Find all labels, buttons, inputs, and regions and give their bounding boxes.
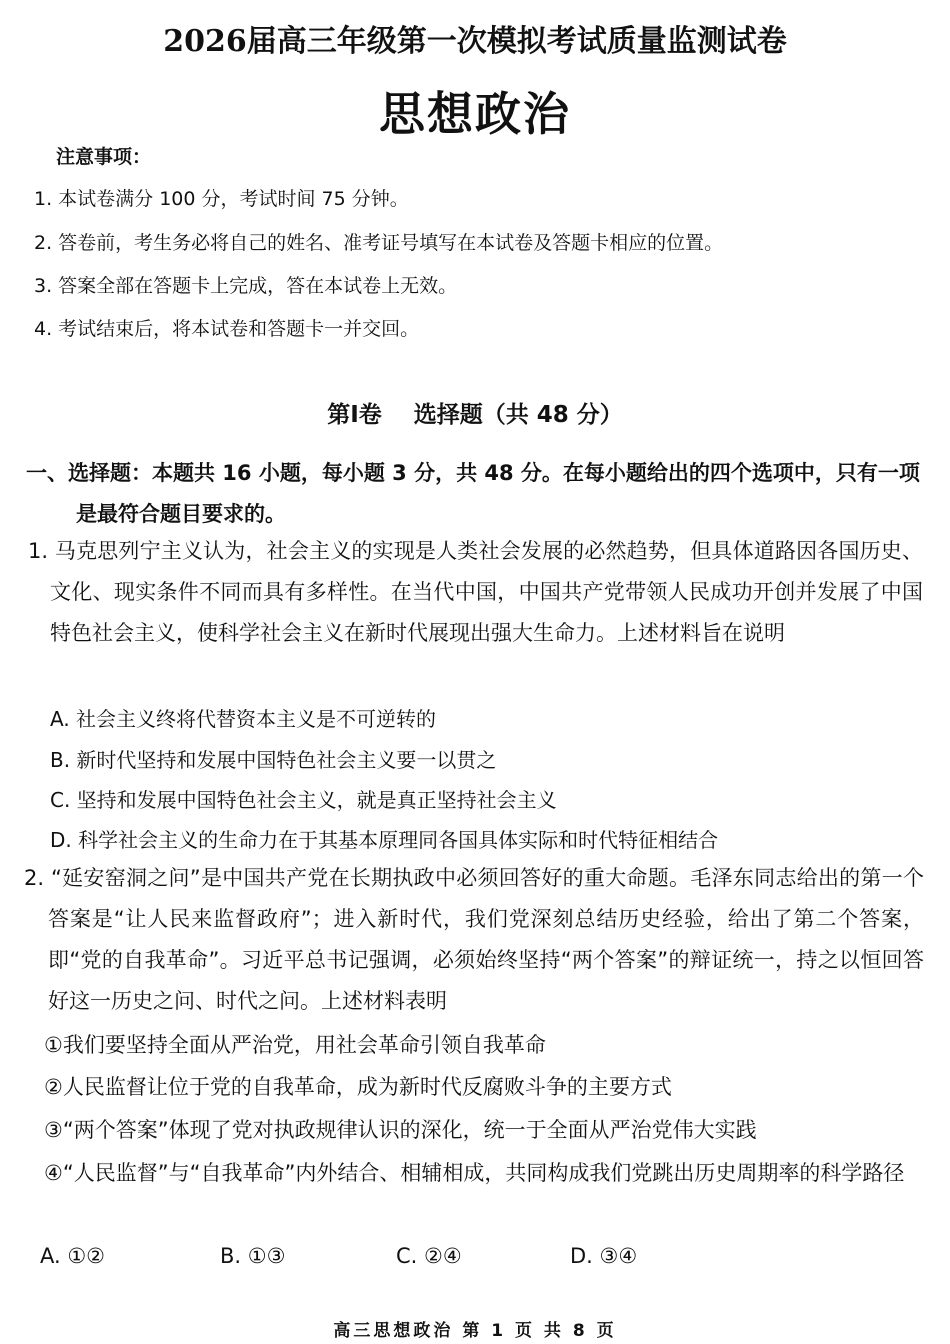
notice-heading: 注意事项：: [56, 146, 152, 168]
question-1-stem: 1. 马克思列宁主义认为，社会主义的实现是人类社会发展的必然趋势，但具体道路因各国历史、文化、现实条件不同而具有多样性。在当代中国，中国共产党带领人民成功开创并发展了中国特色社会主义，使科学社会主义在新时代展现出强大生命力。上述材料旨在说明: [28, 539, 923, 645]
question-2-answer-c: C. ②④: [396, 1244, 462, 1268]
question-2-statement-2: ②人民监督让位于党的自我革命，成为新时代反腐败斗争的主要方式: [44, 1075, 672, 1099]
notice-item: 3. 答案全部在答题卡上完成，答在本试卷上无效。: [34, 275, 458, 297]
question-2-statement-3: ③“两个答案”体现了党对执政规律认识的深化，统一于全面从严治党伟大实践: [44, 1118, 757, 1142]
subject-title: 思想政治: [379, 87, 571, 141]
question-2-stem: 2. “延安窑洞之问”是中国共产党在长期执政中必须回答好的重大命题。毛泽东同志给出的第一个答案是“让人民来监督政府”；进入新时代，我们党深刻总结历史经验，给出了第二个答案，即“党的自我革命”。习近平总书记强调，必须始终坚持“两个答案”的辩证统一，持之以恒回答好这一历史之问、时代之问。上述材料表明: [24, 866, 924, 1013]
question-1-option-c: C. 坚持和发展中国特色社会主义，就是真正坚持社会主义: [50, 788, 557, 812]
notice-item: 2. 答卷前，考生务必将自己的姓名、准考证号填写在本试卷及答题卡相应的位置。: [34, 232, 724, 254]
question-2-answer-b: B. ①③: [220, 1244, 286, 1268]
question-1-option-a: A. 社会主义终将代替资本主义是不可逆转的: [50, 707, 437, 731]
question-2-statement-4: ④“人民监督”与“自我革命”内外结合、相辅相成，共同构成我们党跳出历史周期率的科学路径: [44, 1161, 905, 1185]
notice-item: 4. 考试结束后，将本试卷和答题卡一并交回。: [34, 318, 420, 340]
exam-title: 2026届高三年级第一次模拟考试质量监测试卷: [163, 24, 787, 59]
notice-item: 1. 本试卷满分 100 分，考试时间 75 分钟。: [34, 188, 409, 210]
section-title: 第Ⅰ卷 选择题（共 48 分）: [327, 402, 623, 428]
page-footer: 高三思想政治 第 1 页 共 8 页: [333, 1321, 617, 1341]
question-2-statement-1: ①我们要坚持全面从严治党，用社会革命引领自我革命: [44, 1033, 546, 1057]
section-instruction: 一、选择题：本题共 16 小题，每小题 3 分，共 48 分。在每小题给出的四个选项中，只有一项是最符合题目要求的。: [26, 461, 920, 526]
question-2-answer-d: D. ③④: [570, 1244, 638, 1268]
question-2-answer-a: A. ①②: [40, 1244, 105, 1268]
question-1-option-d: D. 科学社会主义的生命力在于其基本原理同各国具体实际和时代特征相结合: [50, 828, 719, 852]
question-1-option-b: B. 新时代坚持和发展中国特色社会主义要一以贯之: [50, 748, 497, 772]
